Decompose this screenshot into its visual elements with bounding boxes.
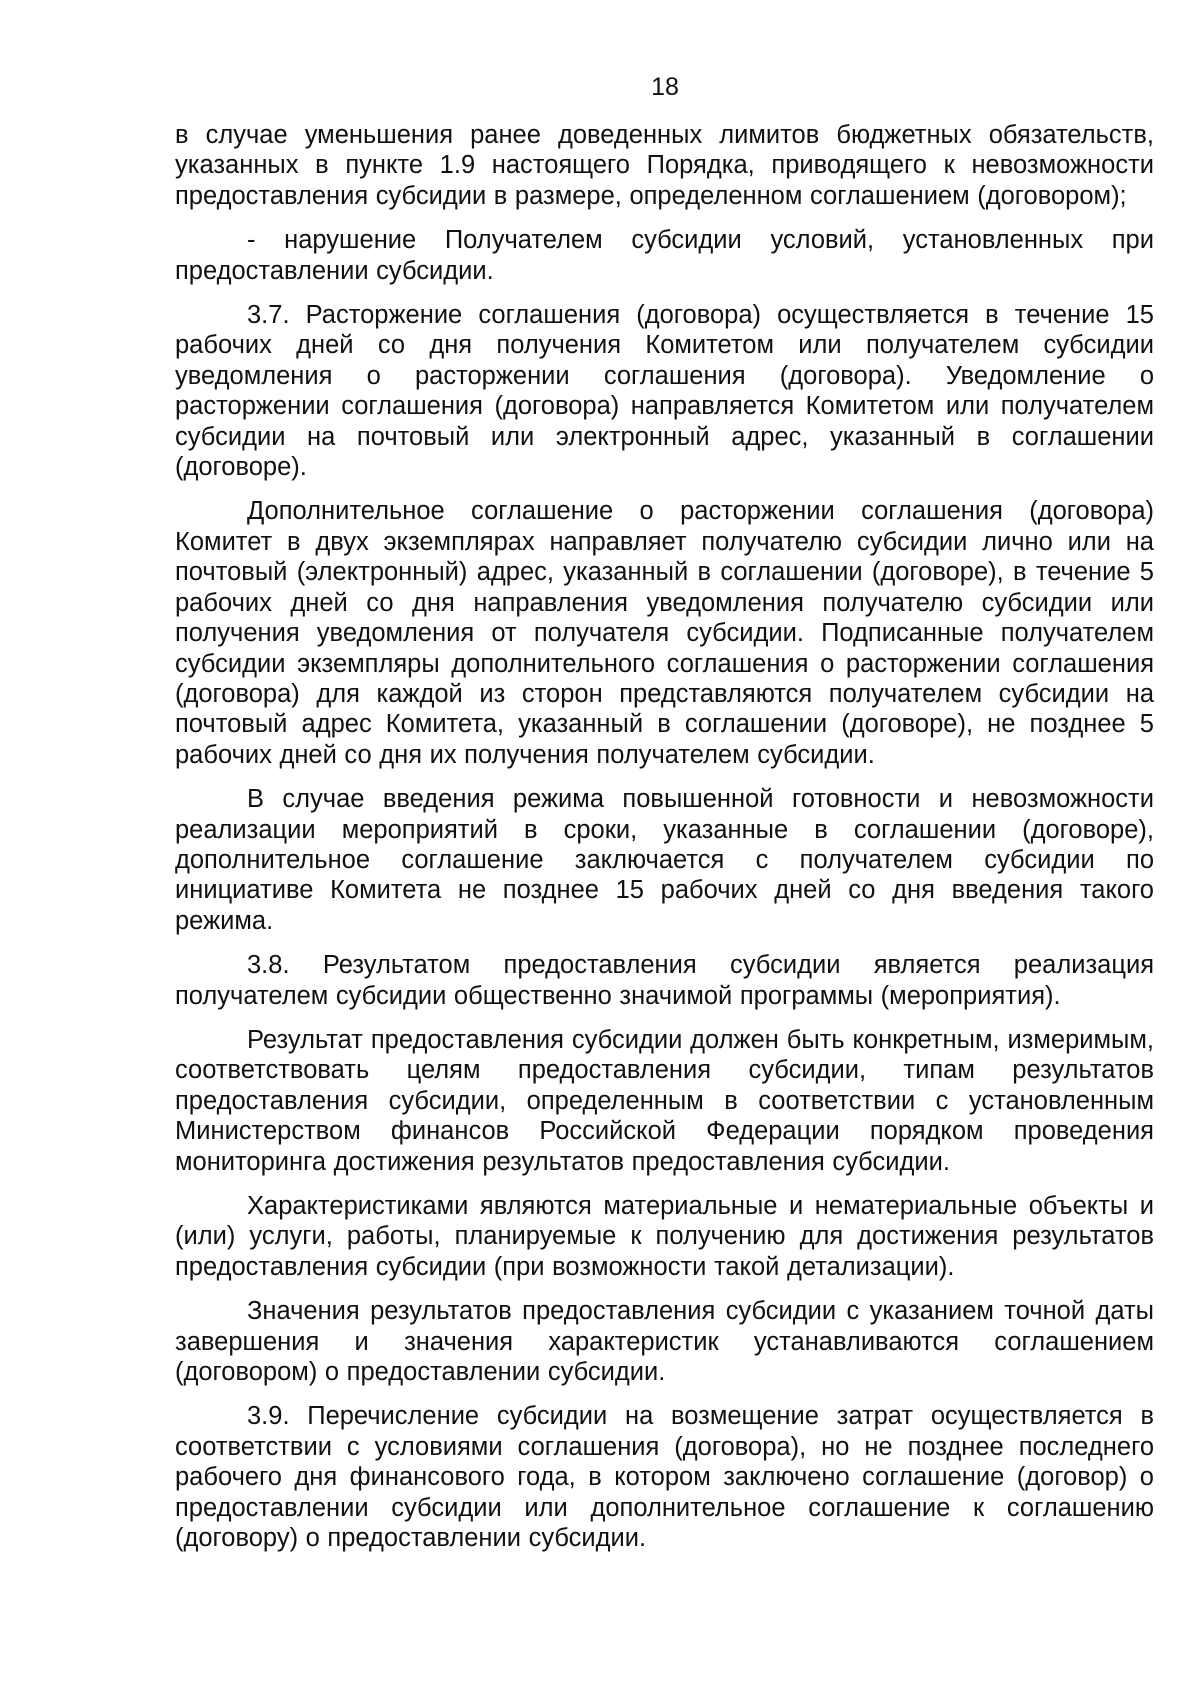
document-body [175, 120, 1154, 1567]
page-number: 18 [651, 73, 679, 101]
paragraph-3-7-termination: 3.7. Расторжение соглашения (договора) осуществляется в течение 15 рабочих дней со дня получения Комитетом или получателем субсидии уведомления о расторжении соглашения (договора). Уведомление о расторжении соглашения (договора) направляется Комитетом или получателем субсидии на почтовый или электронный адрес, указанный в соглашении (договоре). [175, 301, 1154, 482]
paragraph-additional-agreement: Дополнительное соглашение о расторжении соглашения (договора) Комитет в двух экземплярах направляет получателю субсидии лично или на почтовый (электронный) адрес, указанный в соглашении (договоре), в течение 5 рабочих дней со дня направления уведомления получателю субсидии или получения уведомления от получателя субсидии. Подписанные получателем субсидии экземпляры дополнительного соглашения о расторжении соглашения (договора) для каждой из сторон представляются получателем субсидии на почтовый адрес Комитета, указанный в соглашении (договоре), не позднее 5 рабочих дней со дня их получения получателем субсидии. [175, 497, 1154, 769]
paragraph-result-values: Значения результатов предоставления субсидии с указанием точной даты завершения и значения характеристик устанавливаются соглашением (договором) о предоставлении субсидии. [175, 1297, 1154, 1387]
paragraph-result-requirements: Результат предоставления субсидии должен быть конкретным, измеримым, соответствовать целям предоставления субсидии, типам результатов предоставления субсидии, определенным в соответствии с установленным Министерством финансов Российской Федерации порядком проведения мониторинга достижения результатов предоставления субсидии. [175, 1025, 1154, 1176]
paragraph-budget-limits: в случае уменьшения ранее доведенных лимитов бюджетных обязательств, указанных в пункте 1.9 настоящего Порядка, приводящего к невозможности предоставления субсидии в размере, определенном соглашением (договором); [175, 121, 1154, 210]
paragraph-characteristics: Характеристиками являются материальные и нематериальные объекты и (или) услуги, работы, планируемые к получению для достижения результатов предоставления субсидии (при возможности такой детализации). [175, 1192, 1154, 1281]
paragraph-3-8-result: 3.8. Результатом предоставления субсидии является реализация получателем субсидии общественно значимой программы (мероприятия). [175, 951, 1154, 1010]
paragraph-3-9-transfer: 3.9. Перечисление субсидии на возмещение затрат осуществляется в соответствии с условиями соглашения (договора), но не позднее последнего рабочего дня финансового года, в котором заключено соглашение (договор) о предоставлении субсидии или дополнительное соглашение к соглашению (договору) о предоставлении субсидии. [175, 1402, 1154, 1553]
paragraph-high-alert-regime: В случае введения режима повышенной готовности и невозможности реализации мероприятий в сроки, указанные в соглашении (договоре), дополнительное соглашение заключается с получателем субсидии по инициативе Комитета не позднее 15 рабочих дней со дня введения такого режима. [175, 785, 1154, 935]
paragraph-violation-conditions: - нарушение Получателем субсидии условий, установленных при предоставлении субсидии. [175, 226, 1154, 285]
